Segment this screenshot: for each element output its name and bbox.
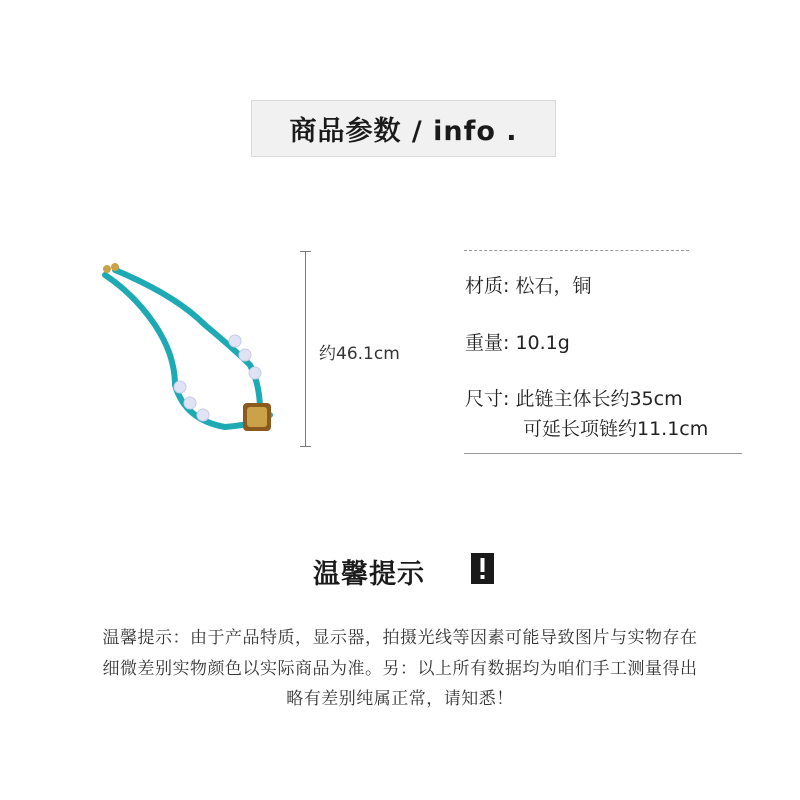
notice-line: 细微差别实物颜色以实际商品为准。另：以上所有数据均为咱们手工测量得出	[102, 659, 698, 679]
pendant	[243, 403, 271, 431]
length-dimension-line	[305, 251, 306, 447]
size-value-extension: 可延长项链约11.1cm	[523, 418, 709, 440]
necklace-image	[95, 255, 295, 455]
dimension-cap-bottom	[300, 446, 311, 447]
size-label: 尺寸:	[465, 388, 510, 410]
spec-divider-bottom	[464, 453, 742, 454]
size-value-main: 此链主体长约35cm	[515, 388, 683, 410]
spec-size	[465, 384, 683, 411]
weight-label: 重量:	[465, 332, 510, 354]
material-value: 松石，铜	[515, 275, 592, 297]
weight-value: 10.1g	[515, 332, 570, 354]
length-label: 约46.1cm	[319, 344, 400, 364]
spec-divider-top	[464, 250, 689, 251]
dimension-cap-top	[300, 251, 311, 252]
exclamation-icon	[471, 553, 494, 584]
notice-line: 略有差别纯属正常，请知悉！	[286, 689, 514, 709]
page-title: 商品参数 / info .	[251, 100, 556, 157]
spec-weight	[465, 328, 570, 355]
material-label: 材质:	[465, 275, 510, 297]
spec-material	[465, 271, 591, 298]
notice-line: 温馨提示：由于产品特质，显示器，拍摄光线等因素可能导致图片与实物存在	[102, 628, 698, 648]
notice-title: 温馨提示	[313, 559, 425, 590]
